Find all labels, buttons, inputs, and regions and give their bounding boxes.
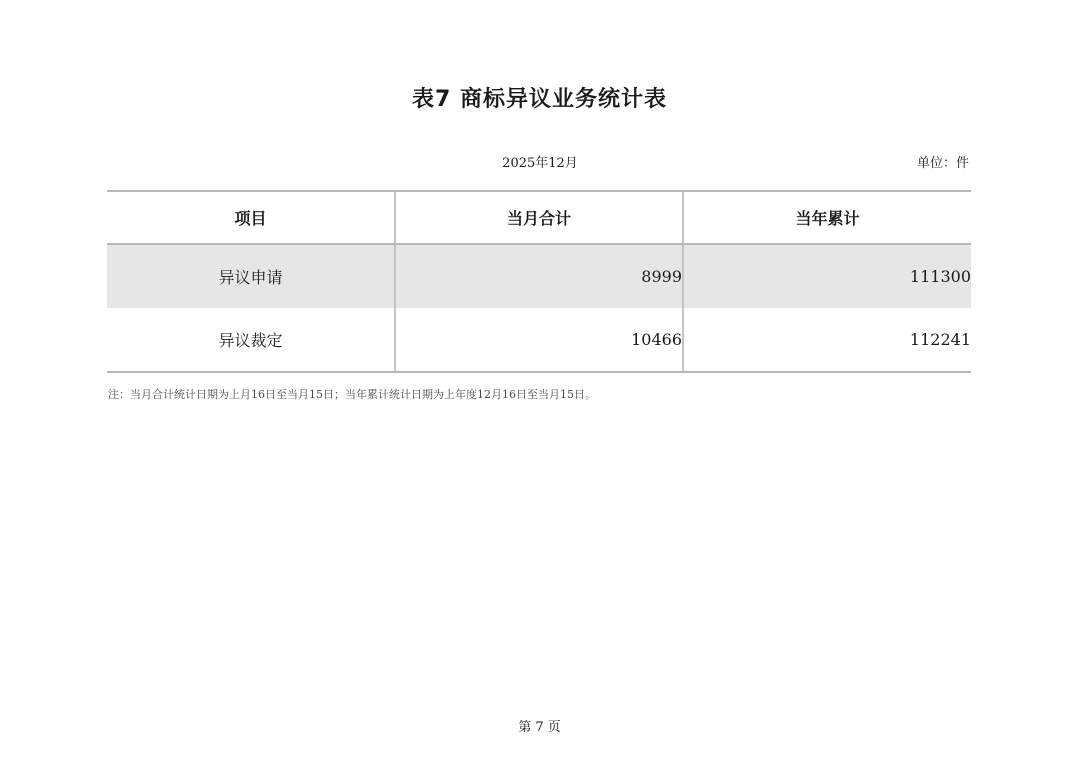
- row-item-label: 异议申请: [107, 244, 395, 308]
- report-period: 2025年12月: [502, 156, 578, 171]
- row-year-total: 112241: [683, 308, 971, 372]
- header-year-total: 当年累计: [683, 191, 971, 244]
- row-item-label: 异议裁定: [107, 308, 395, 372]
- row-month-total: 8999: [395, 244, 683, 308]
- header-month-total: 当月合计: [395, 191, 683, 244]
- table-title: 表7 商标异议业务统计表: [412, 87, 667, 112]
- row-year-total: 111300: [683, 244, 971, 308]
- page-number: 第 7 页: [518, 720, 561, 735]
- table-row: [107, 308, 971, 372]
- footnote: 注：当月合计统计日期为上月16日至当月15日；当年累计统计日期为上年度12月16日至当月15日。: [108, 388, 596, 401]
- table-row: [107, 244, 971, 308]
- row-month-total: 10466: [395, 308, 683, 372]
- table-header-row: [107, 191, 971, 244]
- header-item: 项目: [107, 191, 395, 244]
- statistics-table: [107, 190, 971, 373]
- unit-label: 单位：件: [916, 156, 969, 171]
